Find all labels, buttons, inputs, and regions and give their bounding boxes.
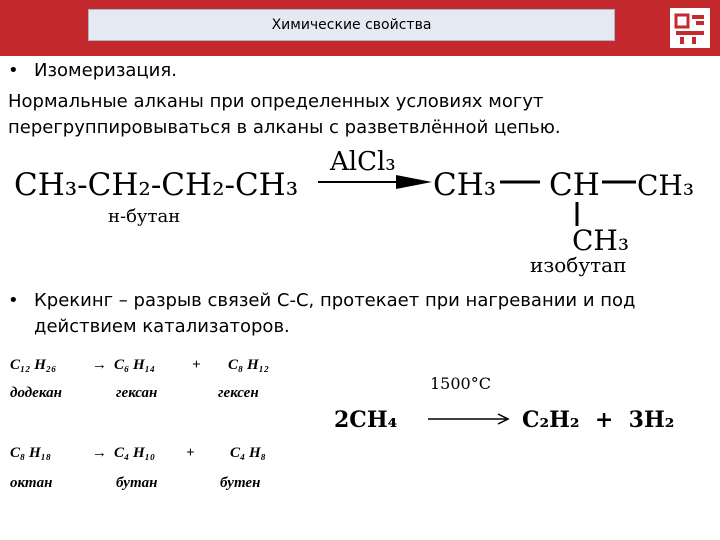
product-ch3-down: CH₃ [572, 224, 630, 257]
cracking-equations [0, 345, 720, 505]
eq1-reactant: C₁₂ H₂₆ [10, 357, 57, 373]
eq1-name-product-2: гексен [218, 385, 259, 401]
eq1-name-reactant: додекан [10, 385, 62, 401]
bullet-cracking: • [8, 290, 19, 311]
methane-condition: 1500°C [430, 374, 491, 393]
eq2-name-reactant: октан [10, 475, 53, 491]
product-ch3-left: CH₃ [433, 167, 497, 203]
isomerization-text-1: Нормальные алканы при определенных условиях могут [8, 91, 544, 112]
isomerization-text-2: перегруппировываться в алканы с разветвлённой цепью. [8, 117, 561, 138]
catalyst-label: AlCl₃ [330, 147, 396, 177]
product-name: изобутап [530, 253, 627, 277]
product-ch: CH [549, 167, 600, 203]
bullet-isomerization: • [8, 60, 19, 81]
slide-title [88, 9, 615, 41]
eq1-product-1: C₆ H₁₄ [114, 357, 156, 373]
eq2-plus: + [186, 445, 195, 461]
eq2-name-product-2: бутен [220, 475, 261, 491]
isomerization-scheme [0, 140, 720, 280]
methane-products: C₂H₂ + 3H₂ [522, 407, 675, 433]
eq2-name-product-1: бутан [116, 475, 158, 491]
eq2-product-2: C₄ H₈ [230, 445, 266, 461]
eq1-plus: + [192, 357, 201, 373]
eq1-name-product-1: гексан [116, 385, 158, 401]
eq1-product-2: C₈ H₁₂ [228, 357, 270, 373]
slide-title-text: Химические свойства [271, 17, 432, 33]
isomerization-heading: Изомеризация. [34, 60, 177, 81]
product-ch3-right: CH₃ [637, 169, 695, 202]
methane-reactant: 2CH₄ [334, 407, 398, 433]
eq2-product-1: C₄ H₁₀ [114, 445, 156, 461]
arrow-head [396, 175, 432, 189]
eq2-arrow: → [92, 445, 107, 461]
reactant-name: н-бутан [108, 206, 181, 227]
logo-icon [668, 6, 712, 50]
eq1-arrow: → [92, 357, 107, 373]
cracking-text-1: Крекинг – разрыв связей С-С, протекает при нагревании и под [34, 290, 636, 311]
cracking-text-2: действием катализаторов. [34, 316, 290, 337]
eq2-reactant: C₈ H₁₈ [10, 445, 52, 461]
reactant-formula: CH₃-CH₂-CH₂-CH₃ [14, 167, 299, 203]
